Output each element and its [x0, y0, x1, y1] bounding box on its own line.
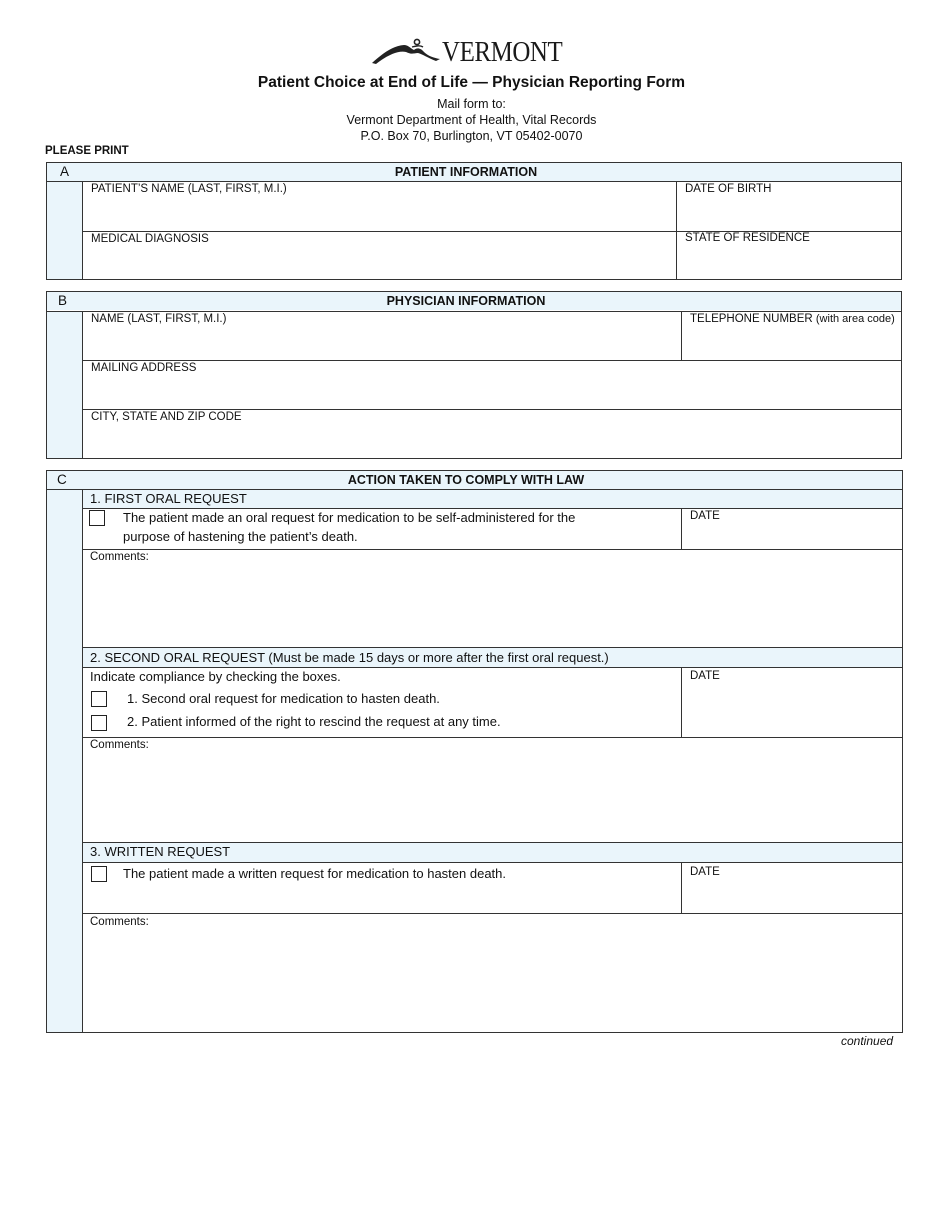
section-b-side-bar	[47, 311, 82, 458]
first-oral-comments-field[interactable]: Comments:	[90, 551, 149, 563]
first-oral-request-heading: 1. FIRST ORAL REQUEST	[90, 491, 247, 506]
telephone-note: (with area code)	[815, 313, 895, 325]
mail-line-3: P.O. Box 70, Burlington, VT 05402-0070	[360, 129, 583, 143]
section-a-title: PATIENT INFORMATION	[394, 165, 538, 179]
second-oral-item-2-label: 2. Patient informed of the right to rescind the request at any time.	[127, 714, 501, 729]
first-oral-statement-line-1: The patient made an oral request for medication to be self-administered for the	[123, 510, 576, 525]
second-oral-comments-field[interactable]: Comments:	[90, 739, 149, 751]
section-c-title: ACTION TAKEN TO COMPLY WITH LAW	[347, 473, 585, 487]
date-of-birth-field[interactable]: DATE OF BIRTH	[685, 183, 772, 195]
second-oral-item-1-checkbox[interactable]	[91, 691, 107, 707]
section-c	[46, 470, 903, 1033]
written-statement: The patient made a written request for medication to hasten death.	[123, 866, 507, 881]
please-print-note: PLEASE PRINT	[45, 145, 129, 157]
mail-line-2: Vermont Department of Health, Vital Records	[346, 113, 597, 127]
mountain-logo-icon	[370, 36, 442, 66]
mail-line-1: Mail form to:	[437, 97, 506, 111]
section-b-letter: B	[58, 293, 68, 308]
written-request-checkbox[interactable]	[91, 866, 107, 882]
medical-diagnosis-field[interactable]: MEDICAL DIAGNOSIS	[91, 233, 209, 245]
written-date-field[interactable]: DATE	[690, 866, 720, 878]
logo-text: VERMONT	[442, 36, 563, 68]
compliance-instruction: Indicate compliance by checking the boxes.	[90, 669, 341, 684]
section-a-letter: A	[60, 164, 70, 179]
first-oral-date-field[interactable]: DATE	[690, 510, 720, 522]
second-oral-request-heading: 2. SECOND ORAL REQUEST (Must be made 15 days or more after the first oral request.)	[90, 650, 609, 665]
section-c-side-bar	[47, 490, 82, 1032]
patient-name-field[interactable]: PATIENT’S NAME (LAST, FIRST, M.I.)	[91, 183, 287, 195]
telephone-field[interactable]	[690, 313, 895, 325]
vermont-logo	[370, 36, 580, 70]
first-oral-request-checkbox[interactable]	[89, 510, 105, 526]
first-oral-statement-line-2: purpose of hastening the patient’s death.	[123, 529, 358, 544]
written-comments-field[interactable]: Comments:	[90, 916, 149, 928]
mailing-address-field[interactable]: MAILING ADDRESS	[91, 362, 197, 374]
telephone-label: TELEPHONE NUMBER	[690, 313, 813, 325]
second-oral-item-1-label: 1. Second oral request for medication to hasten death.	[127, 691, 440, 706]
state-of-residence-field[interactable]: STATE OF RESIDENCE	[685, 232, 810, 244]
section-c-letter: C	[57, 472, 67, 487]
second-oral-item-2-checkbox[interactable]	[91, 715, 107, 731]
physician-name-field[interactable]: NAME (LAST, FIRST, M.I.)	[91, 313, 227, 325]
form-title: Patient Choice at End of Life — Physician Reporting Form	[257, 74, 686, 91]
section-a-side-bar	[47, 181, 82, 279]
section-b-title: PHYSICIAN INFORMATION	[386, 294, 546, 308]
second-oral-date-field[interactable]: DATE	[690, 670, 720, 682]
continued-note: continued	[841, 1034, 894, 1048]
written-request-heading: 3. WRITTEN REQUEST	[90, 844, 231, 859]
city-state-zip-field[interactable]: CITY, STATE AND ZIP CODE	[91, 411, 242, 423]
